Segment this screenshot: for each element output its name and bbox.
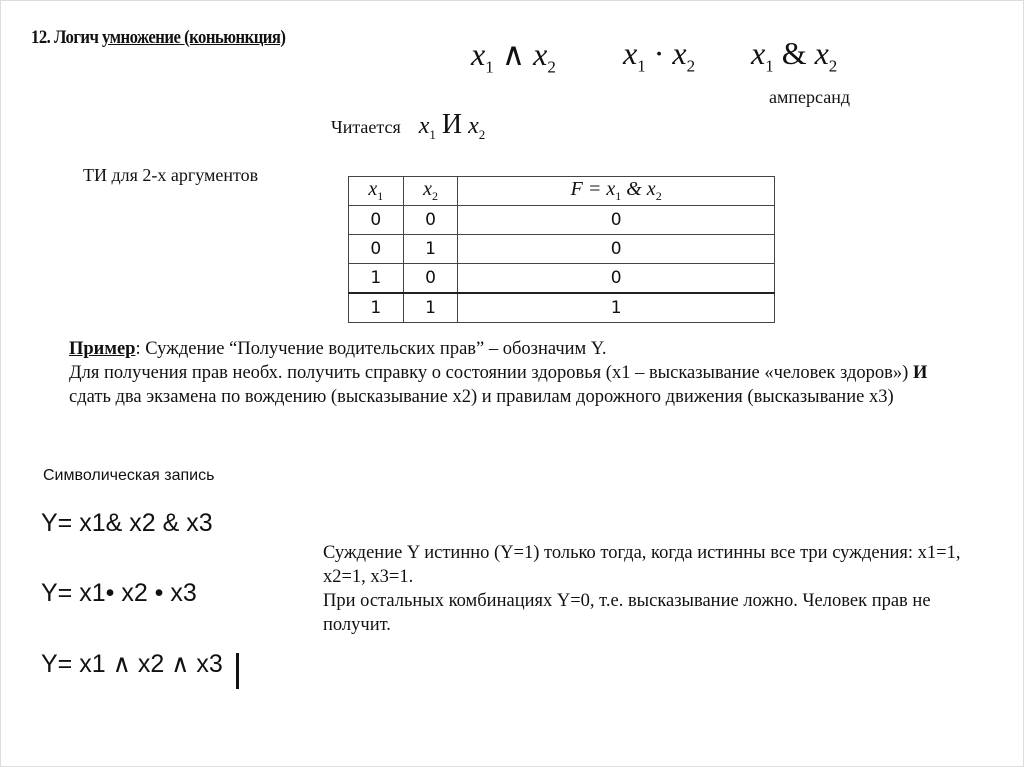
formula-dot: Y= x1• x2 • x3: [41, 579, 197, 607]
example-label: Пример: [69, 339, 136, 359]
slide-title: [31, 27, 285, 49]
explanation-paragraph: Суждение Y истинно (Y=1) только тогда, когда истинны все три суждения: x1=1, x2=1, x3=1. При остальных комбинациях Y=0, т.е. высказывание ложно. Человек прав не получит.: [323, 543, 961, 635]
reads-line: Читается $x_1$ И $x_2$: [331, 109, 486, 142]
table-row: 1 1 1: [349, 293, 775, 323]
table-header: [349, 177, 775, 206]
title-number: 12. Логич: [31, 27, 99, 48]
header-x1: $x_1$: [349, 177, 404, 206]
table-row: 1 0 0: [349, 264, 775, 294]
text-cursor: [236, 653, 239, 689]
ampersand-label: амперсанд: [769, 87, 850, 107]
symbolic-label: Символическая запись: [43, 467, 215, 484]
truth-table-label: ТИ для 2-х аргументов: [83, 165, 259, 185]
title-underlined: умножение (коньюнкция): [102, 27, 286, 48]
formula-ampersand: Y= x1& x2 & x3: [41, 509, 213, 537]
table-row: 0 0 0: [349, 206, 775, 235]
table-row: 0 1 0: [349, 235, 775, 264]
header-f: $F = x_1$ & $x_2$: [458, 177, 775, 206]
header-x2: $x_2$: [403, 177, 458, 206]
notation-ampersand: $x_1$ & $x_2$: [751, 35, 838, 76]
notation-wedge: $x_1$ ∧ $x_2$: [471, 36, 556, 77]
notation-dot: $x_1 \cdot x_2$: [623, 35, 696, 76]
truth-table: [348, 176, 775, 323]
formula-wedge: Y= x1 ∧ x2 ∧ x3: [41, 650, 223, 678]
example-paragraph: Пример: Суждение “Получение водительских прав” – обозначим Y. Для получения прав необх. получить справку о состоянии здоровья (x1 – высказывание «человек здоров») И сдать два экзамена по вождению (высказывание x2) и правилам дорожного движения (высказывание x3): [69, 339, 928, 407]
